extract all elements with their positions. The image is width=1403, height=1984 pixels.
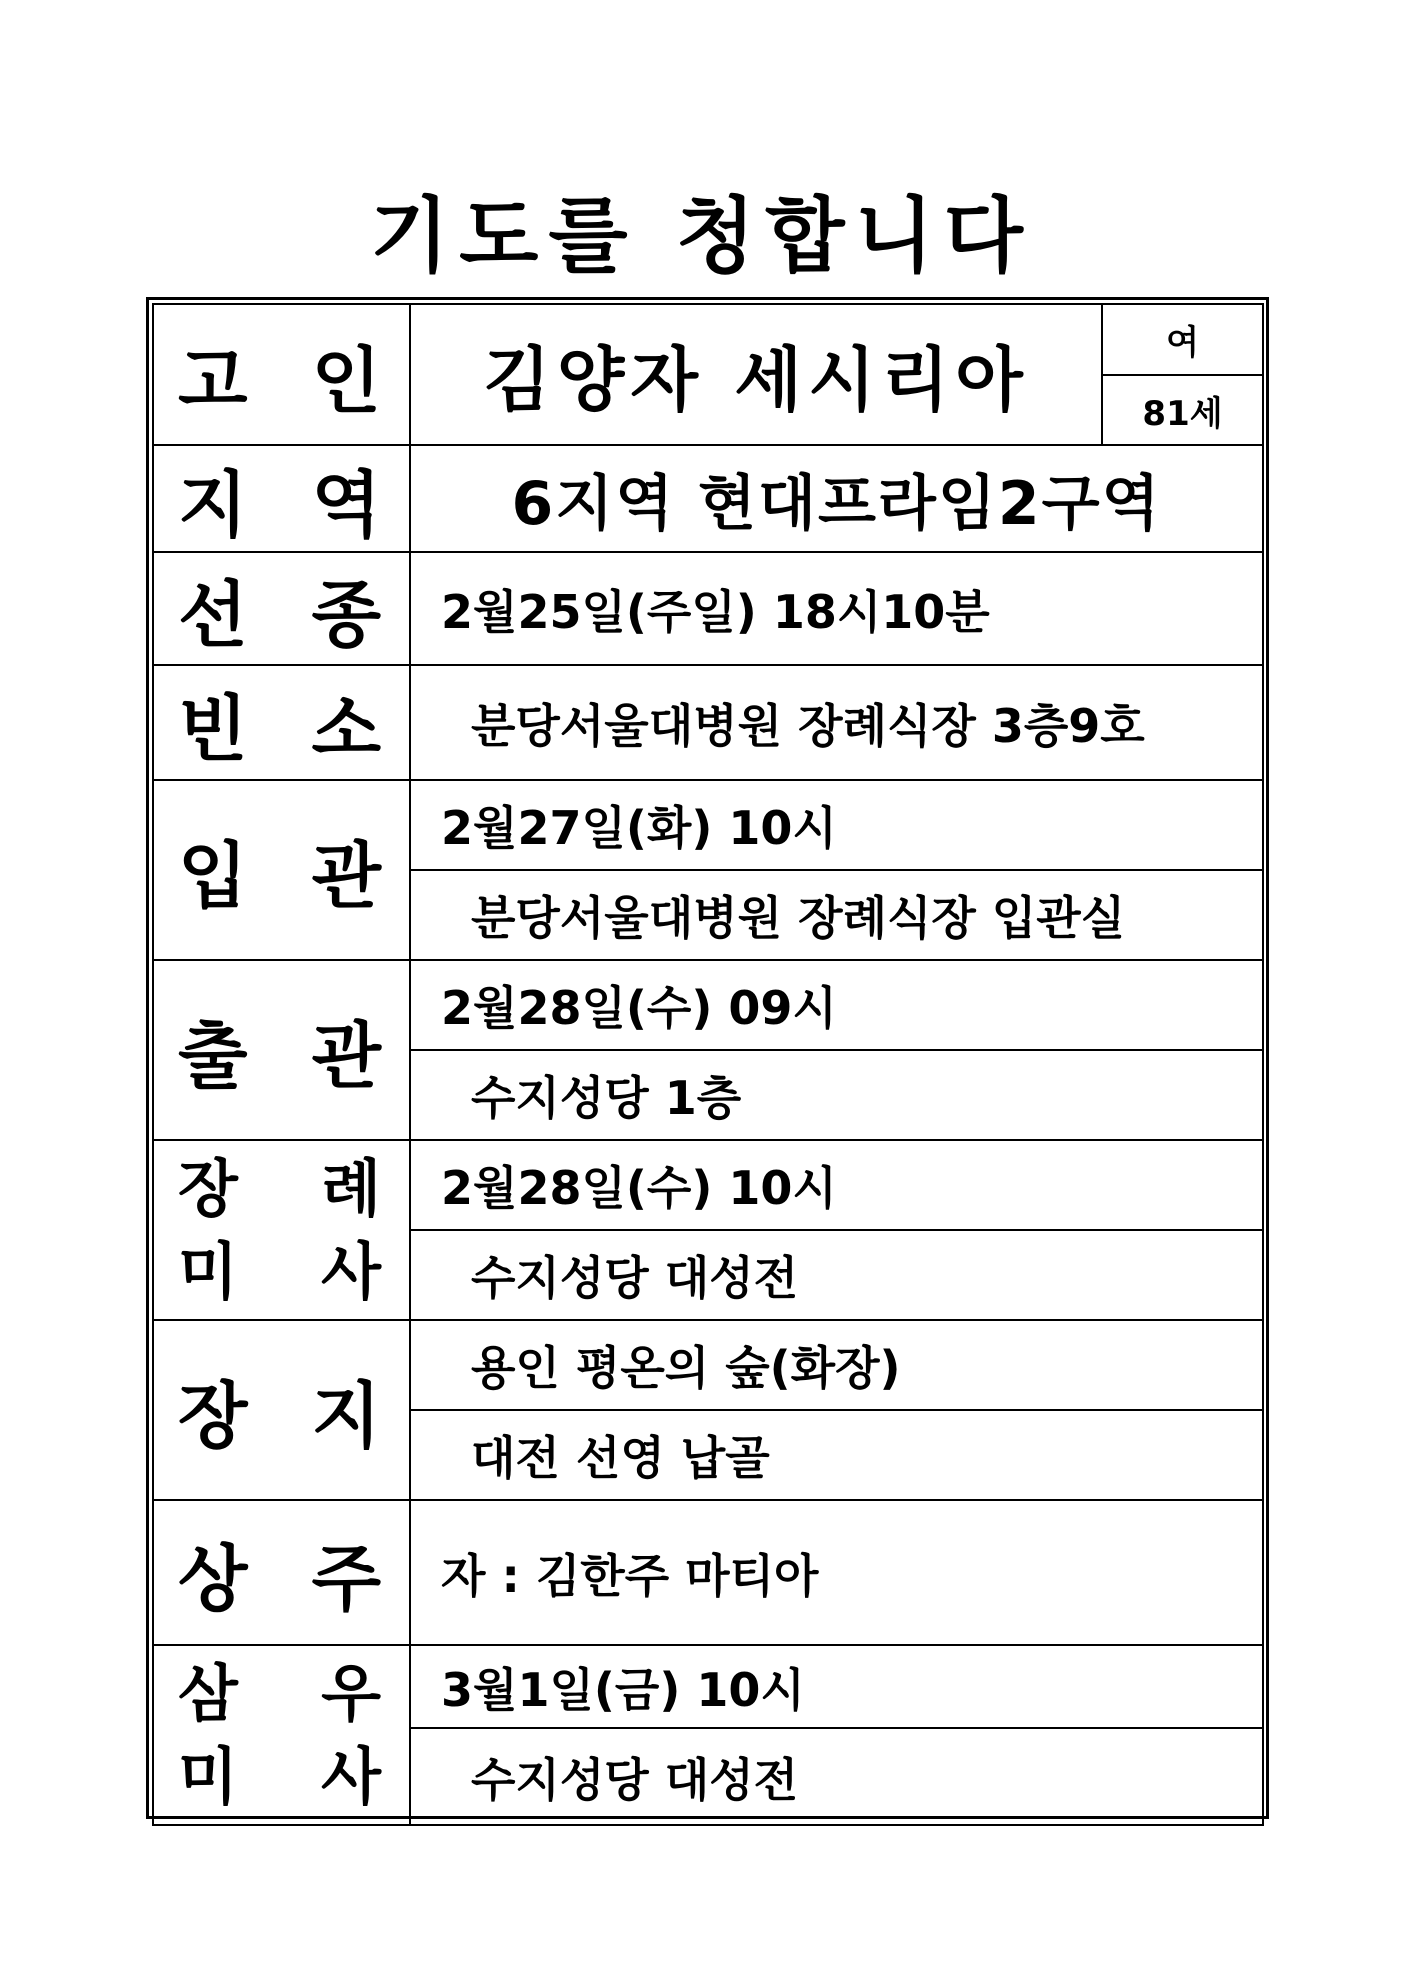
departure-time: 2월28일(수) 09시 xyxy=(410,960,1263,1050)
region-value: 6지역 현대프라임2구역 xyxy=(410,445,1263,552)
label-region: 지 역 xyxy=(153,445,410,552)
funeral-mass-time: 2월28일(수) 10시 xyxy=(410,1140,1263,1230)
label-funeral-mass: 장 례 미 사 xyxy=(153,1140,410,1320)
label-burial: 장 지 xyxy=(153,1320,410,1500)
page-title: 기도를 청합니다 xyxy=(369,189,1034,284)
label-encoffining: 입 관 xyxy=(153,780,410,960)
label-departure: 출 관 xyxy=(153,960,410,1140)
encoffining-time: 2월27일(화) 10시 xyxy=(410,780,1263,870)
burial-place-2: 대전 선영 납골 xyxy=(410,1410,1263,1500)
third-day-mass-time: 3월1일(금) 10시 xyxy=(410,1645,1263,1728)
funeral-mass-place: 수지성당 대성전 xyxy=(410,1230,1263,1320)
burial-place-1: 용인 평온의 숲(화장) xyxy=(410,1320,1263,1410)
label-death: 선 종 xyxy=(153,552,410,665)
label-funeral-home: 빈 소 xyxy=(153,665,410,780)
deceased-age: 81세 xyxy=(1102,375,1263,445)
label-third-day-mass: 삼 우 미 사 xyxy=(153,1645,410,1825)
departure-place: 수지성당 1층 xyxy=(410,1050,1263,1140)
third-day-mass-place: 수지성당 대성전 xyxy=(410,1728,1263,1825)
deceased-name: 김양자 세시리아 xyxy=(410,304,1102,445)
chief-mourner-value: 자 : 김한주 마티아 xyxy=(410,1500,1263,1645)
encoffining-place: 분당서울대병원 장례식장 입관실 xyxy=(410,870,1263,960)
label-chief-mourner: 상 주 xyxy=(153,1500,410,1645)
label-deceased: 고 인 xyxy=(153,304,410,445)
funeral-home-place: 분당서울대병원 장례식장 3층9호 xyxy=(410,665,1263,780)
death-datetime: 2월25일(주일) 18시10분 xyxy=(410,552,1263,665)
obituary-table xyxy=(146,297,1269,1819)
deceased-sex: 여 xyxy=(1102,304,1263,375)
